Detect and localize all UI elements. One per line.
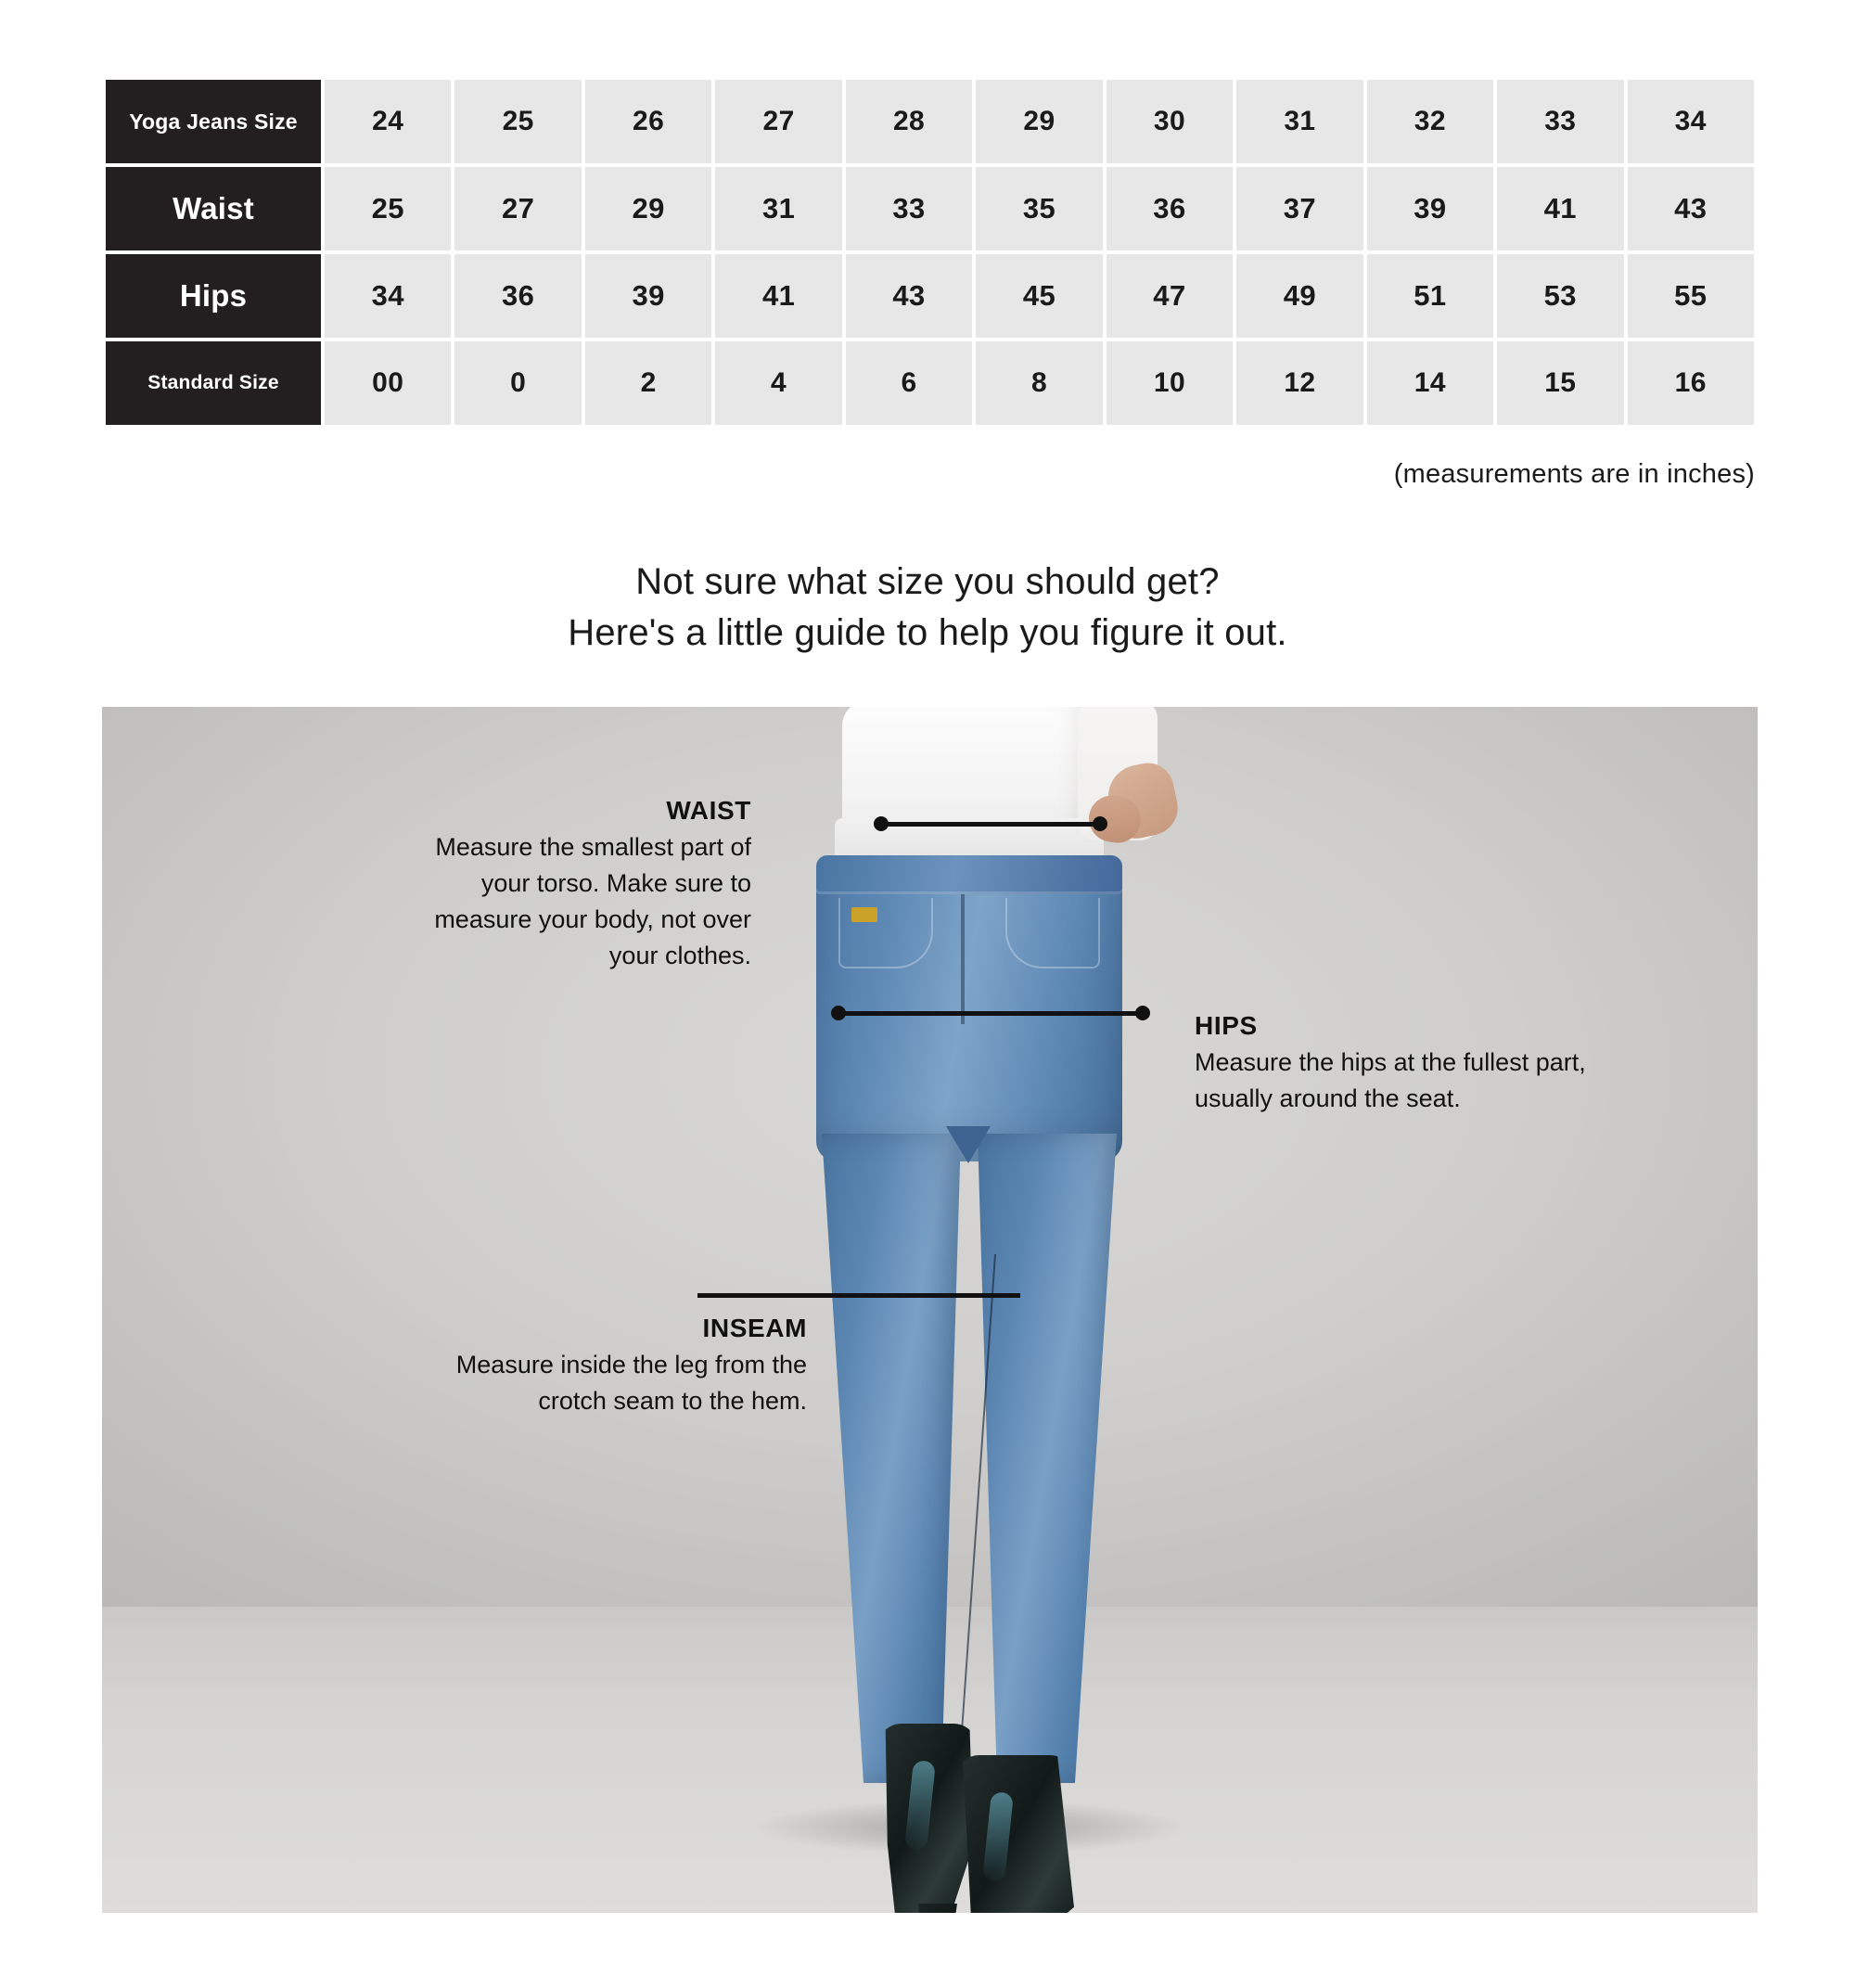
annotation-waist-title: WAIST — [666, 796, 751, 825]
jeans-pocket-right — [1005, 898, 1100, 968]
cell-standard-5: 8 — [976, 341, 1102, 425]
cell-standard-4: 6 — [846, 341, 972, 425]
row-header-standard-size: Standard Size — [106, 341, 321, 425]
size-chart-table — [102, 76, 1758, 429]
annotation-inseam — [417, 1314, 807, 1419]
boot-gloss — [982, 1791, 1014, 1882]
cell-waist-2: 29 — [585, 167, 711, 250]
headline-line-1: Not sure what size you should get? — [635, 561, 1220, 602]
headline-line-2: Here's a little guide to help you figure it out. — [568, 612, 1287, 653]
cell-waist-8: 39 — [1367, 167, 1493, 250]
annotation-hips — [1195, 1011, 1593, 1117]
boot-heel-left — [918, 1904, 957, 1913]
units-note: (measurements are in inches) — [1393, 459, 1755, 489]
cell-waist-0: 25 — [325, 167, 451, 250]
cell-standard-9: 15 — [1497, 341, 1623, 425]
cell-waist-1: 27 — [454, 167, 581, 250]
cell-standard-7: 12 — [1236, 341, 1362, 425]
cell-waist-6: 36 — [1107, 167, 1233, 250]
cell-yoga-4: 28 — [846, 80, 972, 163]
waist-marker-right — [1093, 816, 1107, 831]
cell-standard-3: 4 — [715, 341, 841, 425]
jeans-leg-right — [978, 1134, 1117, 1783]
cell-hips-1: 36 — [454, 254, 581, 338]
measurement-guide-photo — [102, 707, 1758, 1913]
cell-yoga-5: 29 — [976, 80, 1102, 163]
annotation-waist — [380, 796, 751, 974]
cell-yoga-3: 27 — [715, 80, 841, 163]
cell-hips-3: 41 — [715, 254, 841, 338]
cell-yoga-6: 30 — [1107, 80, 1233, 163]
waist-measure-line — [879, 822, 1100, 827]
cell-standard-1: 0 — [454, 341, 581, 425]
cell-yoga-0: 24 — [325, 80, 451, 163]
waist-marker-left — [874, 816, 889, 831]
cell-hips-6: 47 — [1107, 254, 1233, 338]
cell-hips-9: 53 — [1497, 254, 1623, 338]
annotation-hips-body: Measure the hips at the fullest part, usually around the seat. — [1195, 1048, 1586, 1112]
cell-standard-8: 14 — [1367, 341, 1493, 425]
cell-hips-0: 34 — [325, 254, 451, 338]
row-header-waist: Waist — [106, 167, 321, 250]
cell-yoga-2: 26 — [585, 80, 711, 163]
cell-waist-7: 37 — [1236, 167, 1362, 250]
jeans-leg-left — [822, 1134, 961, 1783]
cell-hips-7: 49 — [1236, 254, 1362, 338]
cell-hips-8: 51 — [1367, 254, 1493, 338]
table-row — [106, 254, 1754, 338]
table-row — [106, 167, 1754, 250]
table-row — [106, 341, 1754, 425]
boot-left — [877, 1724, 978, 1913]
hips-marker-right — [1135, 1006, 1150, 1020]
cell-standard-2: 2 — [585, 341, 711, 425]
cell-waist-5: 35 — [976, 167, 1102, 250]
cell-hips-2: 39 — [585, 254, 711, 338]
cell-waist-3: 31 — [715, 167, 841, 250]
cell-yoga-7: 31 — [1236, 80, 1362, 163]
size-chart — [102, 76, 1758, 429]
hips-measure-line — [837, 1011, 1143, 1016]
jeans-fly — [961, 894, 965, 1024]
hips-marker-left — [831, 1006, 846, 1020]
cell-standard-0: 00 — [325, 341, 451, 425]
cell-waist-4: 33 — [846, 167, 972, 250]
cell-yoga-10: 34 — [1628, 80, 1754, 163]
cell-hips-5: 45 — [976, 254, 1102, 338]
jeans — [816, 855, 1122, 1783]
cell-yoga-9: 33 — [1497, 80, 1623, 163]
annotation-waist-body: Measure the smallest part of your torso. Make sure to measure your body, not over your clothes. — [434, 833, 751, 969]
cell-yoga-8: 32 — [1367, 80, 1493, 163]
boot-right — [955, 1755, 1074, 1913]
inseam-measure-line — [697, 1293, 1020, 1298]
cell-hips-4: 43 — [846, 254, 972, 338]
annotation-hips-title: HIPS — [1195, 1011, 1258, 1040]
cell-waist-9: 41 — [1497, 167, 1623, 250]
row-header-hips: Hips — [106, 254, 321, 338]
cell-yoga-1: 25 — [454, 80, 581, 163]
jeans-pocket-left — [838, 898, 933, 968]
model-illustration — [102, 707, 1758, 1913]
cell-standard-6: 10 — [1107, 341, 1233, 425]
cell-waist-10: 43 — [1628, 167, 1754, 250]
cell-hips-10: 55 — [1628, 254, 1754, 338]
jeans-waistband — [816, 855, 1122, 894]
annotation-inseam-body: Measure inside the leg from the crotch seam to the hem. — [455, 1351, 807, 1415]
row-header-yoga-jeans-size: Yoga Jeans Size — [106, 80, 321, 163]
cell-standard-10: 16 — [1628, 341, 1754, 425]
boot-gloss — [904, 1760, 936, 1851]
table-row — [106, 80, 1754, 163]
annotation-inseam-title: INSEAM — [702, 1314, 807, 1342]
page-title — [0, 557, 1855, 659]
